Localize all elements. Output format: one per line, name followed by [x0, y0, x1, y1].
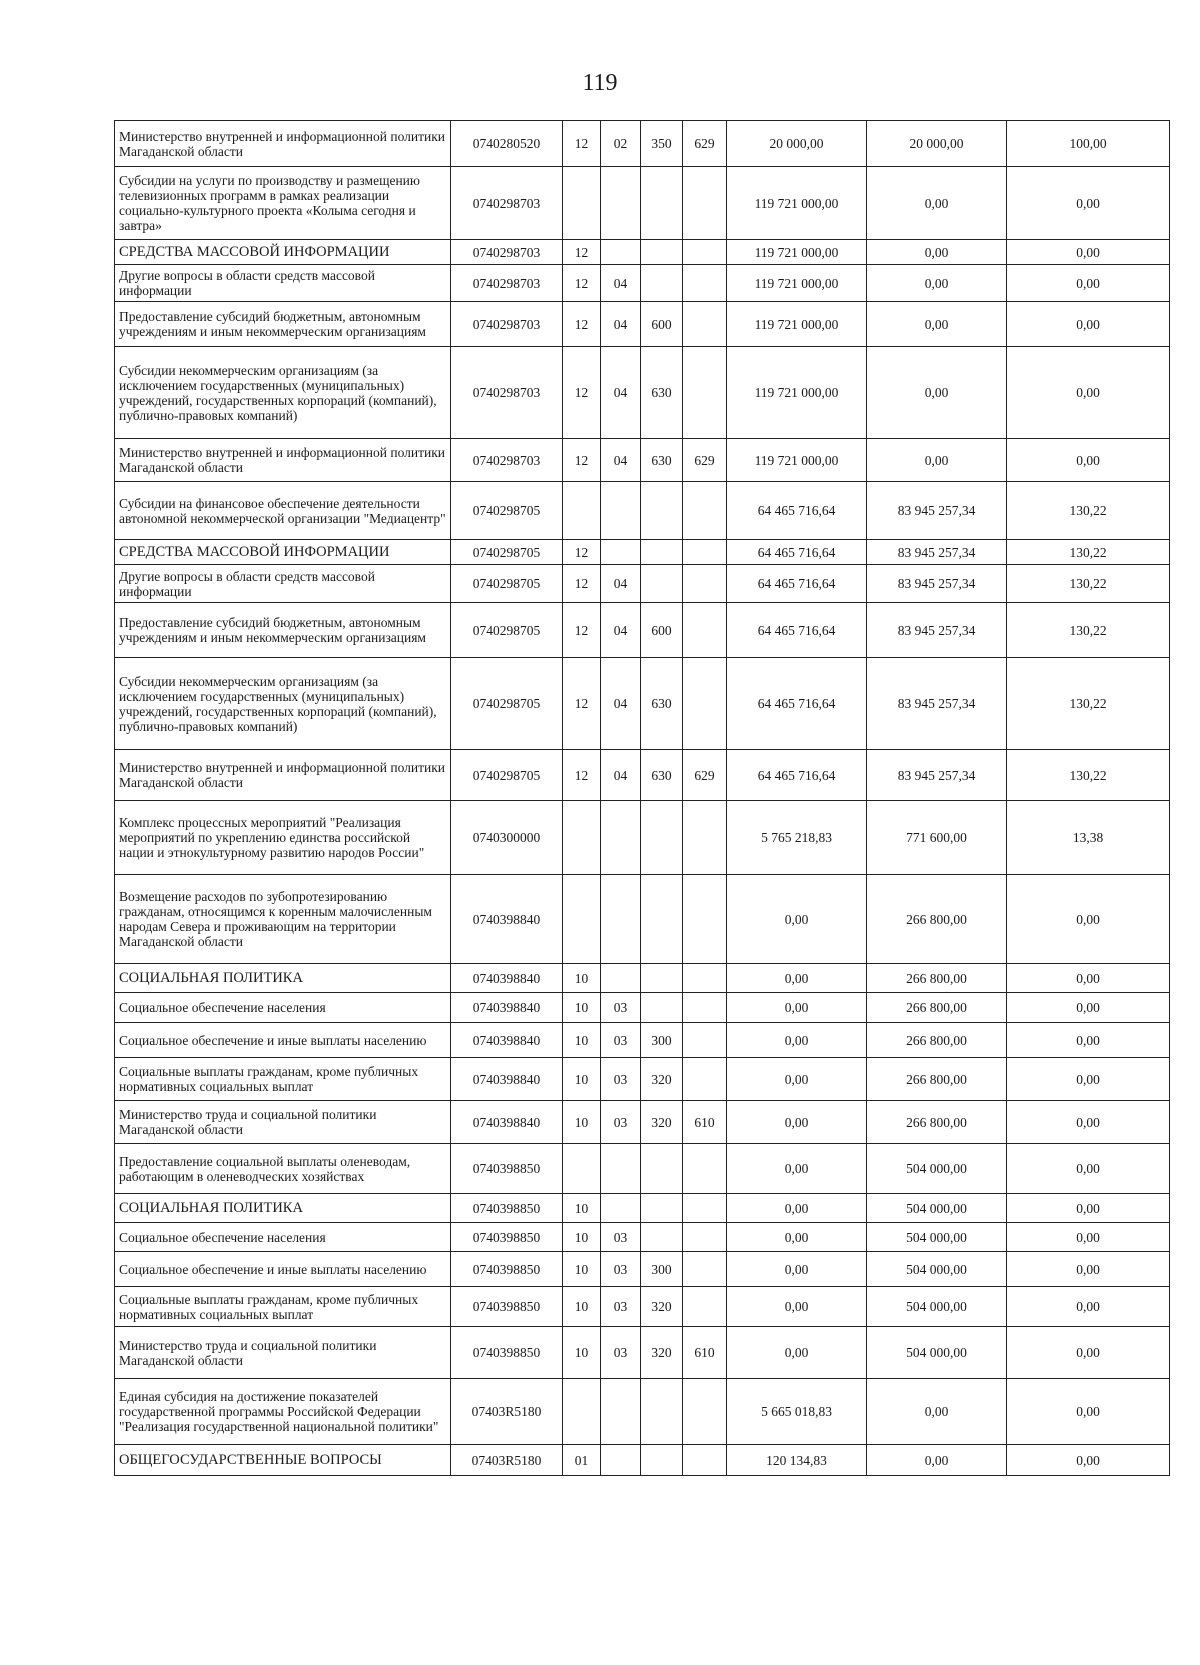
row-subsection-cell: 04 — [601, 439, 641, 482]
row-executed-cell: 504 000,00 — [867, 1223, 1007, 1252]
row-name-cell: Социальные выплаты гражданам, кроме публичных нормативных социальных выплат — [115, 1058, 451, 1101]
row-executed-cell: 83 945 257,34 — [867, 750, 1007, 801]
row-code-cell: 0740298703 — [451, 240, 563, 265]
row-subsection-cell: 03 — [601, 1287, 641, 1327]
row-code-cell: 0740398850 — [451, 1194, 563, 1223]
row-percent-cell: 0,00 — [1007, 1058, 1170, 1101]
row-code-cell: 0740398840 — [451, 1058, 563, 1101]
row-expense-type-cell — [641, 801, 683, 875]
row-section-cell: 10 — [563, 1194, 601, 1223]
row-section-cell: 12 — [563, 565, 601, 603]
row-expense-type-cell: 320 — [641, 1058, 683, 1101]
row-name-cell: Предоставление социальной выплаты оленеводам, работающим в оленеводческих хозяйствах — [115, 1144, 451, 1194]
row-name-cell: Возмещение расходов по зубопротезированию гражданам, относящимся к коренным малочисленным народам Севера и проживающим на территории Магаданской области — [115, 875, 451, 964]
row-name-cell: Социальное обеспечение и иные выплаты населению — [115, 1252, 451, 1287]
row-planned-cell: 0,00 — [727, 964, 867, 993]
row-expense-type-cell: 630 — [641, 439, 683, 482]
row-planned-cell: 0,00 — [727, 1327, 867, 1379]
row-subsection-cell: 02 — [601, 121, 641, 167]
row-executed-cell: 504 000,00 — [867, 1287, 1007, 1327]
row-planned-cell: 64 465 716,64 — [727, 482, 867, 540]
row-section-cell: 12 — [563, 265, 601, 302]
row-expense-type-cell: 320 — [641, 1327, 683, 1379]
row-expense-type-cell — [641, 540, 683, 565]
row-executed-cell: 20 000,00 — [867, 121, 1007, 167]
row-manager-cell — [683, 1194, 727, 1223]
row-executed-cell: 0,00 — [867, 265, 1007, 302]
row-manager-cell — [683, 540, 727, 565]
row-subsection-cell — [601, 482, 641, 540]
row-code-cell: 0740300000 — [451, 801, 563, 875]
row-expense-type-cell — [641, 1445, 683, 1476]
row-manager-cell — [683, 1058, 727, 1101]
row-section-cell: 12 — [563, 540, 601, 565]
row-name-cell: Другие вопросы в области средств массовой информации — [115, 265, 451, 302]
table-row — [115, 121, 1170, 167]
row-percent-cell: 0,00 — [1007, 1101, 1170, 1144]
row-expense-type-cell: 600 — [641, 302, 683, 347]
row-planned-cell: 0,00 — [727, 1101, 867, 1144]
row-executed-cell: 83 945 257,34 — [867, 658, 1007, 750]
table-row — [115, 801, 1170, 875]
row-name-cell: Министерство внутренней и информационной политики Магаданской области — [115, 439, 451, 482]
row-manager-cell — [683, 1445, 727, 1476]
row-executed-cell: 0,00 — [867, 347, 1007, 439]
row-name-cell: Другие вопросы в области средств массовой информации — [115, 565, 451, 603]
table-row — [115, 603, 1170, 658]
row-manager-cell — [683, 658, 727, 750]
row-section-cell — [563, 875, 601, 964]
row-planned-cell: 20 000,00 — [727, 121, 867, 167]
row-planned-cell: 5 665 018,83 — [727, 1379, 867, 1445]
row-section-cell — [563, 1379, 601, 1445]
table-row — [115, 964, 1170, 993]
row-executed-cell: 266 800,00 — [867, 1058, 1007, 1101]
row-subsection-cell — [601, 964, 641, 993]
row-section-cell: 12 — [563, 240, 601, 265]
row-subsection-cell: 04 — [601, 302, 641, 347]
row-name-cell: Министерство внутренней и информационной политики Магаданской области — [115, 750, 451, 801]
row-subsection-cell: 04 — [601, 565, 641, 603]
row-section-cell: 10 — [563, 1327, 601, 1379]
row-expense-type-cell: 630 — [641, 750, 683, 801]
row-code-cell: 07403R5180 — [451, 1379, 563, 1445]
row-planned-cell: 0,00 — [727, 1144, 867, 1194]
row-name-cell: СРЕДСТВА МАССОВОЙ ИНФОРМАЦИИ — [115, 540, 451, 565]
row-expense-type-cell: 350 — [641, 121, 683, 167]
row-subsection-cell — [601, 1144, 641, 1194]
row-percent-cell: 0,00 — [1007, 439, 1170, 482]
row-subsection-cell: 03 — [601, 1327, 641, 1379]
row-planned-cell: 64 465 716,64 — [727, 750, 867, 801]
row-code-cell: 0740298703 — [451, 302, 563, 347]
row-planned-cell: 0,00 — [727, 1194, 867, 1223]
row-manager-cell — [683, 875, 727, 964]
row-code-cell: 0740298705 — [451, 482, 563, 540]
row-code-cell: 0740298703 — [451, 265, 563, 302]
row-subsection-cell: 03 — [601, 1252, 641, 1287]
row-section-cell: 10 — [563, 1287, 601, 1327]
row-percent-cell: 0,00 — [1007, 1252, 1170, 1287]
table-row — [115, 302, 1170, 347]
table-row — [115, 240, 1170, 265]
row-planned-cell: 64 465 716,64 — [727, 565, 867, 603]
row-expense-type-cell — [641, 875, 683, 964]
row-expense-type-cell: 630 — [641, 347, 683, 439]
row-manager-cell — [683, 240, 727, 265]
row-manager-cell — [683, 565, 727, 603]
row-code-cell: 0740398850 — [451, 1144, 563, 1194]
row-code-cell: 0740398850 — [451, 1223, 563, 1252]
table-row — [115, 1101, 1170, 1144]
row-name-cell: Социальное обеспечение населения — [115, 993, 451, 1023]
row-expense-type-cell — [641, 265, 683, 302]
row-code-cell: 0740298703 — [451, 167, 563, 240]
table-row — [115, 750, 1170, 801]
row-subsection-cell: 03 — [601, 1023, 641, 1058]
row-expense-type-cell: 630 — [641, 658, 683, 750]
budget-table — [114, 120, 1170, 1476]
row-section-cell: 12 — [563, 347, 601, 439]
row-name-cell: Социальные выплаты гражданам, кроме публичных нормативных социальных выплат — [115, 1287, 451, 1327]
row-subsection-cell — [601, 1445, 641, 1476]
row-section-cell: 10 — [563, 1058, 601, 1101]
table-row — [115, 993, 1170, 1023]
row-name-cell: Предоставление субсидий бюджетным, автономным учреждениям и иным некоммерческим организациям — [115, 302, 451, 347]
row-expense-type-cell — [641, 565, 683, 603]
row-planned-cell: 64 465 716,64 — [727, 540, 867, 565]
row-planned-cell: 64 465 716,64 — [727, 658, 867, 750]
row-code-cell: 0740298705 — [451, 603, 563, 658]
row-executed-cell: 0,00 — [867, 167, 1007, 240]
row-section-cell: 12 — [563, 302, 601, 347]
row-percent-cell: 0,00 — [1007, 1445, 1170, 1476]
row-name-cell: Комплекс процессных мероприятий "Реализация мероприятий по укреплению единства российской нации и этнокультурному развитию народов России" — [115, 801, 451, 875]
row-section-cell: 10 — [563, 1101, 601, 1144]
row-subsection-cell: 04 — [601, 265, 641, 302]
row-name-cell: Предоставление субсидий бюджетным, автономным учреждениям и иным некоммерческим организациям — [115, 603, 451, 658]
row-executed-cell: 83 945 257,34 — [867, 603, 1007, 658]
row-name-cell: СРЕДСТВА МАССОВОЙ ИНФОРМАЦИИ — [115, 240, 451, 265]
row-manager-cell — [683, 347, 727, 439]
row-expense-type-cell — [641, 1223, 683, 1252]
row-name-cell: Субсидии некоммерческим организациям (за исключением государственных (муниципальных) учреждений, государственных корпораций (компаний), публично-правовых компаний) — [115, 658, 451, 750]
row-manager-cell: 610 — [683, 1101, 727, 1144]
table-row — [115, 167, 1170, 240]
row-name-cell: Субсидии на финансовое обеспечение деятельности автономной некоммерческой организации "Медиацентр" — [115, 482, 451, 540]
row-percent-cell: 0,00 — [1007, 1327, 1170, 1379]
row-expense-type-cell: 300 — [641, 1252, 683, 1287]
row-percent-cell: 0,00 — [1007, 1144, 1170, 1194]
row-manager-cell — [683, 1379, 727, 1445]
row-manager-cell — [683, 1252, 727, 1287]
row-subsection-cell: 04 — [601, 347, 641, 439]
row-expense-type-cell: 320 — [641, 1287, 683, 1327]
row-subsection-cell: 04 — [601, 750, 641, 801]
row-section-cell: 12 — [563, 603, 601, 658]
row-subsection-cell: 03 — [601, 993, 641, 1023]
row-percent-cell: 0,00 — [1007, 1023, 1170, 1058]
row-name-cell: ОБЩЕГОСУДАРСТВЕННЫЕ ВОПРОСЫ — [115, 1445, 451, 1476]
row-manager-cell: 629 — [683, 750, 727, 801]
table-row — [115, 265, 1170, 302]
row-planned-cell: 0,00 — [727, 1252, 867, 1287]
row-expense-type-cell — [641, 964, 683, 993]
table-row — [115, 540, 1170, 565]
row-planned-cell: 120 134,83 — [727, 1445, 867, 1476]
table-row — [115, 1058, 1170, 1101]
row-percent-cell: 0,00 — [1007, 1223, 1170, 1252]
row-planned-cell: 0,00 — [727, 1223, 867, 1252]
row-section-cell: 12 — [563, 658, 601, 750]
row-name-cell: Социальное обеспечение и иные выплаты населению — [115, 1023, 451, 1058]
row-code-cell: 0740298705 — [451, 565, 563, 603]
row-percent-cell: 0,00 — [1007, 993, 1170, 1023]
row-manager-cell — [683, 1023, 727, 1058]
row-section-cell: 10 — [563, 1223, 601, 1252]
table-row — [115, 1327, 1170, 1379]
table-row — [115, 1445, 1170, 1476]
row-expense-type-cell — [641, 482, 683, 540]
row-code-cell: 0740398850 — [451, 1252, 563, 1287]
row-code-cell: 0740398840 — [451, 1101, 563, 1144]
table-row — [115, 1023, 1170, 1058]
row-percent-cell: 0,00 — [1007, 265, 1170, 302]
row-name-cell: Социальное обеспечение населения — [115, 1223, 451, 1252]
row-executed-cell: 0,00 — [867, 1379, 1007, 1445]
row-executed-cell: 266 800,00 — [867, 1023, 1007, 1058]
row-manager-cell: 629 — [683, 121, 727, 167]
table-row — [115, 1194, 1170, 1223]
row-planned-cell: 5 765 218,83 — [727, 801, 867, 875]
row-subsection-cell — [601, 875, 641, 964]
row-manager-cell — [683, 1144, 727, 1194]
row-code-cell: 0740398850 — [451, 1327, 563, 1379]
row-name-cell: Субсидии на услуги по производству и размещению телевизионных программ в рамках реализации социально-культурного проекта «Колыма сегодня и завтра» — [115, 167, 451, 240]
row-manager-cell — [683, 1223, 727, 1252]
row-percent-cell: 130,22 — [1007, 603, 1170, 658]
row-executed-cell: 0,00 — [867, 240, 1007, 265]
row-manager-cell: 629 — [683, 439, 727, 482]
row-expense-type-cell — [641, 167, 683, 240]
row-executed-cell: 504 000,00 — [867, 1327, 1007, 1379]
row-manager-cell — [683, 1287, 727, 1327]
table-row — [115, 658, 1170, 750]
row-planned-cell: 0,00 — [727, 1058, 867, 1101]
table-row — [115, 347, 1170, 439]
row-planned-cell: 119 721 000,00 — [727, 302, 867, 347]
row-section-cell: 10 — [563, 1252, 601, 1287]
row-code-cell: 0740398840 — [451, 964, 563, 993]
row-section-cell — [563, 801, 601, 875]
row-code-cell: 0740398840 — [451, 875, 563, 964]
row-code-cell: 07403R5180 — [451, 1445, 563, 1476]
row-manager-cell — [683, 801, 727, 875]
table-row — [115, 1287, 1170, 1327]
row-name-cell: Министерство внутренней и информационной политики Магаданской области — [115, 121, 451, 167]
row-code-cell: 0740398840 — [451, 993, 563, 1023]
row-section-cell: 10 — [563, 993, 601, 1023]
row-planned-cell: 64 465 716,64 — [727, 603, 867, 658]
row-code-cell: 0740298705 — [451, 750, 563, 801]
table-row — [115, 482, 1170, 540]
row-section-cell: 12 — [563, 121, 601, 167]
row-percent-cell: 130,22 — [1007, 565, 1170, 603]
row-expense-type-cell — [641, 1194, 683, 1223]
row-expense-type-cell — [641, 993, 683, 1023]
row-section-cell: 10 — [563, 964, 601, 993]
row-planned-cell: 0,00 — [727, 1287, 867, 1327]
row-subsection-cell — [601, 540, 641, 565]
row-executed-cell: 504 000,00 — [867, 1194, 1007, 1223]
row-code-cell: 0740398840 — [451, 1023, 563, 1058]
row-planned-cell: 0,00 — [727, 1023, 867, 1058]
row-planned-cell: 119 721 000,00 — [727, 439, 867, 482]
row-expense-type-cell — [641, 1144, 683, 1194]
row-section-cell: 10 — [563, 1023, 601, 1058]
row-percent-cell: 0,00 — [1007, 167, 1170, 240]
row-code-cell: 0740298703 — [451, 439, 563, 482]
row-subsection-cell: 03 — [601, 1101, 641, 1144]
row-executed-cell: 771 600,00 — [867, 801, 1007, 875]
row-manager-cell — [683, 993, 727, 1023]
row-executed-cell: 504 000,00 — [867, 1144, 1007, 1194]
row-percent-cell: 0,00 — [1007, 347, 1170, 439]
table-body — [115, 121, 1170, 1476]
row-expense-type-cell: 600 — [641, 603, 683, 658]
row-executed-cell: 266 800,00 — [867, 1101, 1007, 1144]
row-manager-cell — [683, 265, 727, 302]
row-expense-type-cell: 300 — [641, 1023, 683, 1058]
row-executed-cell: 266 800,00 — [867, 993, 1007, 1023]
row-executed-cell: 83 945 257,34 — [867, 565, 1007, 603]
row-section-cell: 01 — [563, 1445, 601, 1476]
row-percent-cell: 0,00 — [1007, 875, 1170, 964]
row-expense-type-cell: 320 — [641, 1101, 683, 1144]
row-code-cell: 0740280520 — [451, 121, 563, 167]
row-code-cell: 0740298705 — [451, 540, 563, 565]
table-row — [115, 439, 1170, 482]
table-row — [115, 875, 1170, 964]
row-manager-cell — [683, 302, 727, 347]
row-percent-cell: 0,00 — [1007, 240, 1170, 265]
row-name-cell: Субсидии некоммерческим организациям (за исключением государственных (муниципальных) учреждений, государственных корпораций (компаний), публично-правовых компаний) — [115, 347, 451, 439]
row-planned-cell: 0,00 — [727, 993, 867, 1023]
row-manager-cell: 610 — [683, 1327, 727, 1379]
table-row — [115, 565, 1170, 603]
row-subsection-cell — [601, 167, 641, 240]
row-manager-cell — [683, 482, 727, 540]
row-planned-cell: 119 721 000,00 — [727, 347, 867, 439]
row-executed-cell: 504 000,00 — [867, 1252, 1007, 1287]
table-row — [115, 1379, 1170, 1445]
row-subsection-cell — [601, 801, 641, 875]
row-subsection-cell — [601, 1194, 641, 1223]
row-percent-cell: 0,00 — [1007, 964, 1170, 993]
row-section-cell — [563, 1144, 601, 1194]
row-subsection-cell — [601, 240, 641, 265]
row-code-cell: 0740298705 — [451, 658, 563, 750]
row-percent-cell: 0,00 — [1007, 1194, 1170, 1223]
row-percent-cell: 130,22 — [1007, 540, 1170, 565]
row-code-cell: 0740298703 — [451, 347, 563, 439]
row-subsection-cell: 04 — [601, 658, 641, 750]
row-executed-cell: 266 800,00 — [867, 875, 1007, 964]
row-section-cell — [563, 167, 601, 240]
table-row — [115, 1252, 1170, 1287]
row-percent-cell: 130,22 — [1007, 750, 1170, 801]
row-subsection-cell: 03 — [601, 1058, 641, 1101]
row-executed-cell: 266 800,00 — [867, 964, 1007, 993]
row-subsection-cell: 03 — [601, 1223, 641, 1252]
row-executed-cell: 83 945 257,34 — [867, 540, 1007, 565]
row-subsection-cell — [601, 1379, 641, 1445]
row-name-cell: Министерство труда и социальной политики Магаданской области — [115, 1327, 451, 1379]
row-name-cell: СОЦИАЛЬНАЯ ПОЛИТИКА — [115, 1194, 451, 1223]
row-percent-cell: 0,00 — [1007, 302, 1170, 347]
row-planned-cell: 119 721 000,00 — [727, 265, 867, 302]
row-executed-cell: 83 945 257,34 — [867, 482, 1007, 540]
table-row — [115, 1144, 1170, 1194]
row-section-cell — [563, 482, 601, 540]
row-name-cell: Единая субсидия на достижение показателей государственной программы Российской Федерации "Реализация государственной национальной политики" — [115, 1379, 451, 1445]
row-percent-cell: 130,22 — [1007, 658, 1170, 750]
row-manager-cell — [683, 964, 727, 993]
table-row — [115, 1223, 1170, 1252]
row-percent-cell: 130,22 — [1007, 482, 1170, 540]
row-planned-cell: 0,00 — [727, 875, 867, 964]
row-percent-cell: 0,00 — [1007, 1287, 1170, 1327]
row-planned-cell: 119 721 000,00 — [727, 167, 867, 240]
row-expense-type-cell — [641, 1379, 683, 1445]
row-planned-cell: 119 721 000,00 — [727, 240, 867, 265]
row-executed-cell: 0,00 — [867, 302, 1007, 347]
row-manager-cell — [683, 167, 727, 240]
row-subsection-cell: 04 — [601, 603, 641, 658]
row-code-cell: 0740398850 — [451, 1287, 563, 1327]
row-executed-cell: 0,00 — [867, 439, 1007, 482]
row-section-cell: 12 — [563, 750, 601, 801]
row-name-cell: СОЦИАЛЬНАЯ ПОЛИТИКА — [115, 964, 451, 993]
row-executed-cell: 0,00 — [867, 1445, 1007, 1476]
row-section-cell: 12 — [563, 439, 601, 482]
row-percent-cell: 0,00 — [1007, 1379, 1170, 1445]
row-expense-type-cell — [641, 240, 683, 265]
row-percent-cell: 100,00 — [1007, 121, 1170, 167]
row-manager-cell — [683, 603, 727, 658]
page-number: 119 — [582, 70, 618, 96]
row-percent-cell: 13,38 — [1007, 801, 1170, 875]
row-name-cell: Министерство труда и социальной политики Магаданской области — [115, 1101, 451, 1144]
